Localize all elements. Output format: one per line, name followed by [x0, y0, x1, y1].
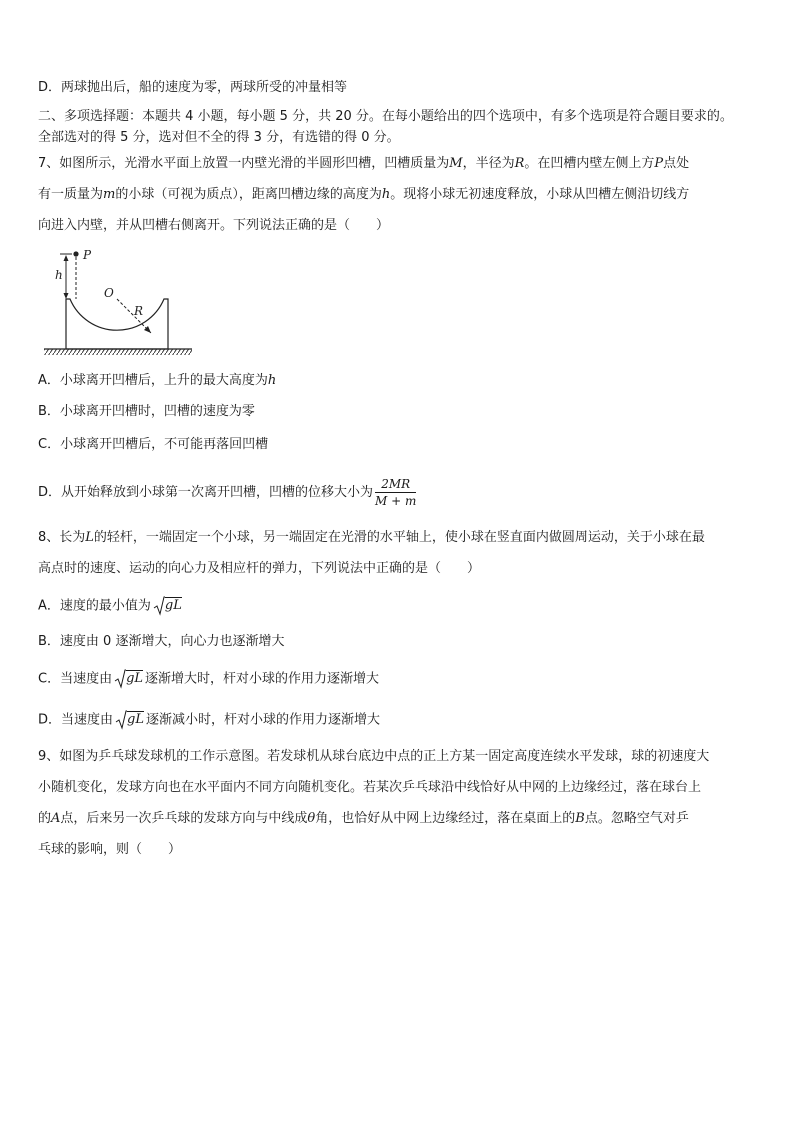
q8-text: 的轻杆，一端固定一个小球，另一端固定在光滑的水平轴上，使小球在竖直面内做圆周运动，关于小球在最 [93, 530, 705, 545]
q7-text: 点处 [663, 156, 690, 171]
q7-option-b: B．小球离开凹槽时，凹槽的速度为零 [38, 404, 255, 419]
q8-option-d-text: D．当速度由 [38, 712, 114, 728]
q6-option-d: D．两球抛出后，船的速度为零，两球所受的冲量相等 [38, 80, 348, 95]
q7-symbol-M: M [449, 156, 463, 171]
sqrt-radicand: gL [164, 598, 182, 613]
sqrt-sign [115, 710, 127, 730]
q9-symbol-B: B [575, 811, 585, 826]
sqrt-sign [114, 669, 126, 689]
q7-stem-line2 [38, 185, 689, 205]
q9-text: 角，也恰好从中网上边缘经过，落在桌面上的 [315, 811, 576, 826]
q8-symbol-L: L [85, 530, 94, 545]
label-h: h [55, 268, 63, 282]
q9-stem-line4: 乓球的影响，则（ ） [38, 842, 182, 857]
sqrt-expression [115, 708, 144, 732]
q7-text: 有一质量为 [38, 187, 104, 202]
q8-text: 8、长为 [38, 530, 86, 545]
section2-instructions-line2: 全部选对的得 5 分，选对但不全的得 3 分，有选错的得 0 分。 [38, 130, 400, 145]
q8-stem-line1 [38, 528, 705, 548]
q9-stem-line2: 小随机变化，发球方向也在水平面内不同方向随机变化。若某次乒乓球沿中线恰好从中网的上边缘经过，落在球台上 [38, 780, 702, 795]
q7-text: 。在凹槽内壁左侧上方 [524, 156, 655, 171]
q7-option-a-symbol: h [267, 373, 277, 388]
q9-stem-line3 [38, 809, 689, 829]
q7-option-a [38, 371, 276, 391]
h-arrowhead-bottom [64, 293, 69, 299]
q8-stem-line2: 高点时的速度、运动的向心力及相应杆的弹力，下列说法中正确的是（ ） [38, 561, 481, 576]
sqrt-radicand: gL [126, 671, 144, 686]
label-o: O [104, 286, 114, 300]
ball-p [73, 251, 78, 256]
q7-text: 7、如图所示，光滑水平面上放置一内壁光滑的半圆形凹槽，凹槽质量为 [38, 156, 450, 171]
q9-stem-line1: 9、如图为乒乓球发球机的工作示意图。若发球机从球台底边中点的正上方某一固定高度连续水平发球，球的初速度大 [38, 749, 710, 764]
q9-symbol-A: A [51, 811, 61, 826]
q9-text: 的 [38, 811, 52, 826]
q7-stem-line1 [38, 154, 689, 174]
q7-symbol-P: P [654, 156, 664, 171]
q7-symbol-R: R [514, 156, 525, 171]
label-r: R [134, 304, 144, 318]
q9-text: 点。忽略空气对乒 [584, 811, 689, 826]
q7-symbol-h: h [381, 187, 391, 202]
groove-body [66, 299, 168, 349]
q8-option-d [38, 708, 380, 733]
q7-figure [38, 245, 198, 360]
fraction-numerator: 2MR [375, 477, 416, 493]
q7-stem-line3: 向进入内壁，并从凹槽右侧离开。下列说法正确的是（ ） [38, 218, 390, 233]
label-p: P [83, 248, 92, 262]
h-arrowhead-top [64, 255, 69, 261]
q8-option-c-text: 逐渐增大时，杆对小球的作用力逐渐增大 [145, 671, 380, 687]
radius-arrowhead [144, 326, 151, 333]
q7-option-d [38, 476, 416, 510]
q7-option-d-text: D．从开始释放到小球第一次离开凹槽，凹槽的位移大小为 [38, 485, 374, 500]
q7-option-d-fraction [375, 477, 416, 508]
q7-text: ，半径为 [462, 156, 515, 171]
fraction-denominator: M + m [375, 494, 417, 508]
q9-text: 点，后来另一次乒乓球的发球方向与中线成 [60, 811, 308, 826]
q9-symbol-theta: θ [307, 811, 316, 826]
q7-option-a-text: A．小球离开凹槽后，上升的最大高度为 [38, 373, 268, 388]
q8-option-c-text: C．当速度由 [38, 671, 113, 687]
q8-option-b: B．速度由 0 逐渐增大，向心力也逐渐增大 [38, 634, 285, 649]
q7-option-c: C．小球离开凹槽后，不可能再落回凹槽 [38, 437, 269, 452]
q8-option-a [38, 594, 184, 619]
sqrt-radicand: gL [127, 712, 144, 727]
sqrt-expression [114, 667, 143, 691]
q7-text: 的小球（可视为质点），距离凹槽边缘的高度为 [115, 187, 382, 202]
q8-option-a-text: A．速度的最小值为 [38, 598, 151, 614]
q8-option-c [38, 667, 379, 692]
sqrt-sign [153, 596, 165, 616]
q7-text: 。现将小球无初速度释放，小球从凹槽左侧沿切线方 [390, 187, 690, 202]
ground-hatching [44, 349, 192, 355]
sqrt-expression [153, 594, 182, 618]
section2-instructions-line1: 二、多项选择题：本题共 4 小题，每小题 5 分，共 20 分。在每小题给出的四个选项中，有多个选项是符合题目要求的。 [38, 109, 733, 124]
q7-symbol-m: m [103, 187, 116, 202]
q8-option-d-text: 逐渐减小时，杆对小球的作用力逐渐增大 [145, 712, 380, 728]
